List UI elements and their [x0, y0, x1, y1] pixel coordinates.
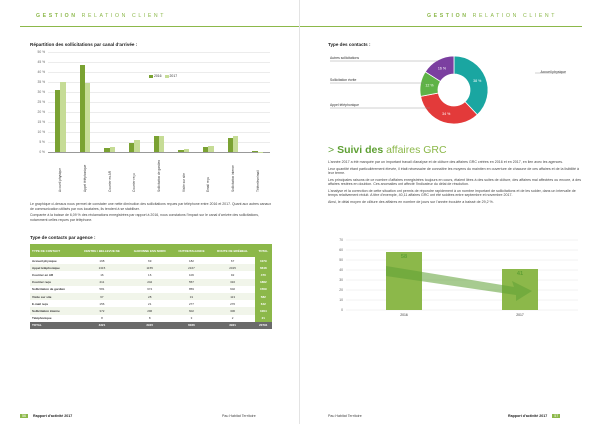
table-cell: 582	[255, 293, 272, 300]
right-page-number: 57	[554, 414, 559, 418]
table-cell: 106	[188, 272, 194, 277]
bar-chart-title: Répartition des sollicitations par canal d'arrivée :	[30, 42, 138, 47]
donut-value-label: 34 %	[442, 111, 451, 116]
y-tick-label: 0 %	[39, 150, 45, 154]
table-cell: 470	[255, 271, 272, 278]
table-cell: 92	[230, 272, 235, 277]
donut-legend-label: Appel téléphonique	[330, 103, 360, 107]
donut-title: Type des contacts :	[328, 42, 371, 47]
table-cell: 602	[172, 307, 210, 314]
table-cell: E-mail reçu	[32, 301, 49, 306]
bar-value-label: 41	[516, 271, 524, 277]
table-cell: 1315	[77, 264, 127, 271]
x-category-label: Accueil physique	[58, 168, 63, 192]
left-page-number: 56	[22, 414, 26, 418]
table-cell: 1064	[255, 307, 272, 314]
x-category-label: Sollicitation interne	[231, 165, 235, 192]
table-row	[30, 315, 272, 322]
contact-type-donut-chart	[320, 46, 588, 136]
y-tick-label: 10	[339, 298, 343, 303]
y-tick-label: 40	[339, 268, 343, 273]
chart-legend	[146, 74, 177, 78]
x-category-label: Appel téléphonique	[83, 164, 87, 192]
y-tick-label: 20 %	[37, 110, 45, 114]
table-cell: Accueil physique	[32, 258, 57, 263]
table-cell: 31	[172, 293, 210, 300]
table-cell: 2015	[211, 264, 255, 271]
table-cell: 642	[255, 300, 272, 307]
table-cell: 8	[101, 316, 103, 321]
table-cell: 21	[255, 315, 272, 322]
y-tick-label: 50	[339, 258, 343, 263]
table-cell: 182	[188, 258, 194, 263]
y-tick-label: 35 %	[37, 80, 45, 84]
table-cell: 67	[77, 293, 127, 300]
donut-legend-label: Sollicitation écrite	[330, 78, 357, 82]
table-cell: 16	[100, 272, 104, 277]
table-row	[30, 293, 272, 300]
y-tick-label: 5 %	[39, 140, 45, 144]
bar-2017	[60, 82, 65, 152]
y-tick-label: 60	[339, 248, 343, 253]
body-paragraph-5: Ainsi, le délai moyen de clôture des affaires en nombre de jours sur l'année écoulée a baissé de 29,2 %.	[328, 199, 494, 204]
x-axis	[48, 152, 270, 153]
y-tick-label: 30	[339, 278, 343, 283]
table-cell: 1569	[255, 286, 272, 293]
table-cell: Appel téléphonique	[30, 264, 77, 271]
table-header-cell: TYPE DE CONTACT	[30, 244, 77, 257]
table-header-cell: CENTRE / BELLEVUE NE	[77, 244, 127, 257]
x-category-label: Sollicitation de gardien	[157, 159, 161, 192]
y-tick-label: 50 %	[37, 50, 45, 54]
table-row	[30, 279, 272, 286]
x-category-label: Courrier reçu	[132, 173, 137, 192]
body-paragraph-2: Leur quantité étant particulièrement élevée, il était nécessaire de connaître les moyens du maintien en ouverture de chacune de ces affaires et de la lisibilité à leur terme.	[328, 166, 580, 175]
section-title-bold: Suivi des	[337, 144, 384, 156]
table-cell: 113	[211, 293, 255, 300]
table-cell: Sollicitation de gardien	[32, 287, 66, 292]
table-header-cell: OUTRE/TALIANCE	[172, 244, 210, 257]
table-cell: 211	[77, 279, 127, 286]
table-cell: 602	[230, 287, 236, 292]
y-tick-label: 0	[341, 308, 343, 313]
table-cell: 372	[77, 307, 127, 314]
right-header-rule	[300, 26, 582, 27]
contacts-by-agency-table	[30, 244, 272, 329]
table-cell: 296	[127, 307, 172, 314]
commentary-paragraph-1: Le graphique ci-dessus nous permet de constater une nette diminution des sollicitations reçues par téléphone entre 2016 et 2017. Quant aux autres canaux de communication utilisés par nos locataires, ils tendent à se stabiliser.	[30, 202, 272, 211]
donut-value-label: 12 %	[425, 83, 434, 88]
table-cell: 242	[127, 279, 172, 286]
y-tick-label: 25 %	[37, 100, 45, 104]
legend-swatch	[165, 75, 169, 78]
left-footer-title: Rapport d'activité 2017	[33, 414, 73, 418]
x-category-label: Télérelève/mail	[255, 170, 260, 192]
left-footer	[20, 414, 72, 418]
table-cell: Courrier en AR	[32, 272, 54, 277]
table-cell: 16	[148, 272, 152, 277]
table-total-cell: 20791	[255, 322, 272, 329]
section-title: > Suivi des affaires GRC	[328, 144, 447, 156]
table-cell: 2167	[172, 264, 210, 271]
body-paragraph-1: L'année 2017 a été marquée par un important travail d'analyse et de clôture des affaires GRC créées en 2016 et en 2017, en lien avec les agences.	[328, 160, 564, 164]
table-header-cell: TOTAL	[255, 244, 272, 257]
table-cell: 8	[148, 316, 151, 321]
table-cell: 69	[148, 258, 152, 263]
table-cell: 3	[190, 316, 193, 321]
table-cell: 28	[127, 293, 172, 300]
table-row	[30, 271, 272, 278]
table-header-cell: GARONNE ESS NORD	[127, 244, 172, 257]
table-total-cell: 4321	[77, 322, 127, 329]
bar-2017	[208, 146, 213, 152]
y-tick-label: 10 %	[37, 130, 45, 134]
donut-value-label: 38 %	[473, 78, 482, 83]
right-footer-brand: Pau Habitat Territoire	[328, 414, 362, 418]
gridline	[48, 62, 270, 63]
section-title-rest: affaires GRC	[386, 144, 447, 156]
gridline	[48, 52, 270, 53]
table-cell: 306	[211, 307, 255, 314]
donut-legend-label: Autres sollicitations	[330, 56, 360, 60]
bar-2016	[386, 252, 422, 310]
table-total-cell: TOTAL	[30, 322, 77, 329]
resolution-time-bar-chart	[330, 236, 584, 322]
commentary-paragraph-2: Comparée à la baisse de 6,09 % des réclamations enregistrées par rapport à 2016, nous constatons l'impact sur le canal d'arrivée des sollicitations, notamment celles reçues par téléphone.	[30, 213, 259, 222]
body-paragraph-3: Les principales raisons de ce nombre d'affaires enregistrées toujours en cours, étaient liées à des suites de clôture, des affaires mal affectées ou encore, à des affaires restées en doublon. Ces anomalies ont affecté l'indicateur du délai de résolution.	[328, 177, 581, 186]
table-total-row	[30, 322, 272, 329]
table-header-cell: ROUTE DE BRÉBEAL	[211, 244, 255, 257]
table-header-row	[30, 244, 272, 257]
bar-2017	[159, 136, 164, 152]
table-cell: 859	[188, 287, 194, 292]
table-cell: Téléphonique	[32, 316, 52, 321]
donut-value-label: 16 %	[437, 66, 447, 71]
right-footer-title: Rapport d'activité 2017	[508, 414, 548, 418]
x-category-label: 2017	[516, 313, 524, 317]
legend-label: 2017	[169, 74, 178, 78]
table-cell: Sollicitation interne	[30, 307, 77, 314]
table-cell: Visite sur site	[30, 293, 77, 300]
right-page-header: GESTION RELATION CLIENT	[427, 13, 558, 19]
bar-2017	[184, 149, 189, 152]
left-footer-brand: Pau Habitat Territoire	[222, 414, 256, 418]
bar-2017	[85, 83, 90, 152]
table-total-cell: 2915	[127, 322, 172, 329]
bar-2017	[134, 140, 139, 152]
table-row	[30, 286, 272, 293]
body-paragraph-4: L'analyse et la correction de cette situation ont permis de répondre rapidement à un nombre important de sollicitations et de les solder, dans un intervalle de temps relativement réduit. A titre d'exemple, 40,11 affaires GRC ont été soldées entre septembre et novembre 2017.	[328, 188, 576, 197]
table-total-cell: 6026	[172, 322, 210, 329]
table-cell: 2	[231, 316, 234, 321]
left-page-header: GESTION RELATION CLIENT	[36, 13, 167, 19]
legend-label: 2016	[154, 74, 162, 78]
donut-legend-label: Accueil physique	[540, 70, 566, 74]
section-body	[328, 160, 582, 204]
x-category-label: Email reçu	[206, 176, 211, 192]
table-cell: 674	[147, 287, 153, 292]
table-row	[30, 300, 272, 307]
x-category-label: Visite sur site	[181, 173, 186, 192]
left-header-rule	[20, 26, 300, 27]
x-category-label: 2016	[400, 313, 408, 317]
table-row	[30, 307, 272, 314]
chart-commentary	[30, 202, 274, 222]
table-cell: 156	[99, 301, 105, 306]
table-cell: 1079	[255, 257, 272, 264]
table-cell: Courrier reçu	[30, 279, 77, 286]
table-cell: 168	[99, 258, 105, 263]
table-row	[30, 257, 272, 264]
table-cell: 557	[172, 279, 210, 286]
y-tick-label: 40 %	[37, 70, 45, 74]
bar-2017	[233, 136, 238, 152]
table-title: Type de contacts par agence :	[30, 235, 96, 240]
bar-value-label: 58	[400, 254, 408, 260]
table-cell: 581	[99, 287, 105, 292]
y-tick-label: 15 %	[37, 120, 45, 124]
table-cell: 277	[188, 301, 194, 306]
table-total-cell: 3921	[211, 322, 255, 329]
y-tick-label: 70	[339, 238, 343, 243]
right-footer	[508, 414, 560, 418]
table-cell: 1155	[127, 264, 172, 271]
y-tick-label: 45 %	[37, 60, 45, 64]
y-tick-label: 30 %	[37, 90, 45, 94]
table-cell: 21	[148, 301, 152, 306]
table-cell: 67	[230, 258, 235, 263]
channel-bar-chart	[26, 48, 280, 194]
table-cell: 316	[211, 279, 255, 286]
table-cell: 1882	[255, 279, 272, 286]
table-cell: 276	[230, 301, 236, 306]
x-category-label: Courrier en AR	[107, 170, 112, 192]
y-tick-label: 20	[339, 288, 343, 293]
table-row	[30, 264, 272, 271]
legend-swatch	[149, 75, 153, 78]
bar-2017	[110, 147, 115, 152]
table-cell: 6648	[255, 264, 272, 271]
